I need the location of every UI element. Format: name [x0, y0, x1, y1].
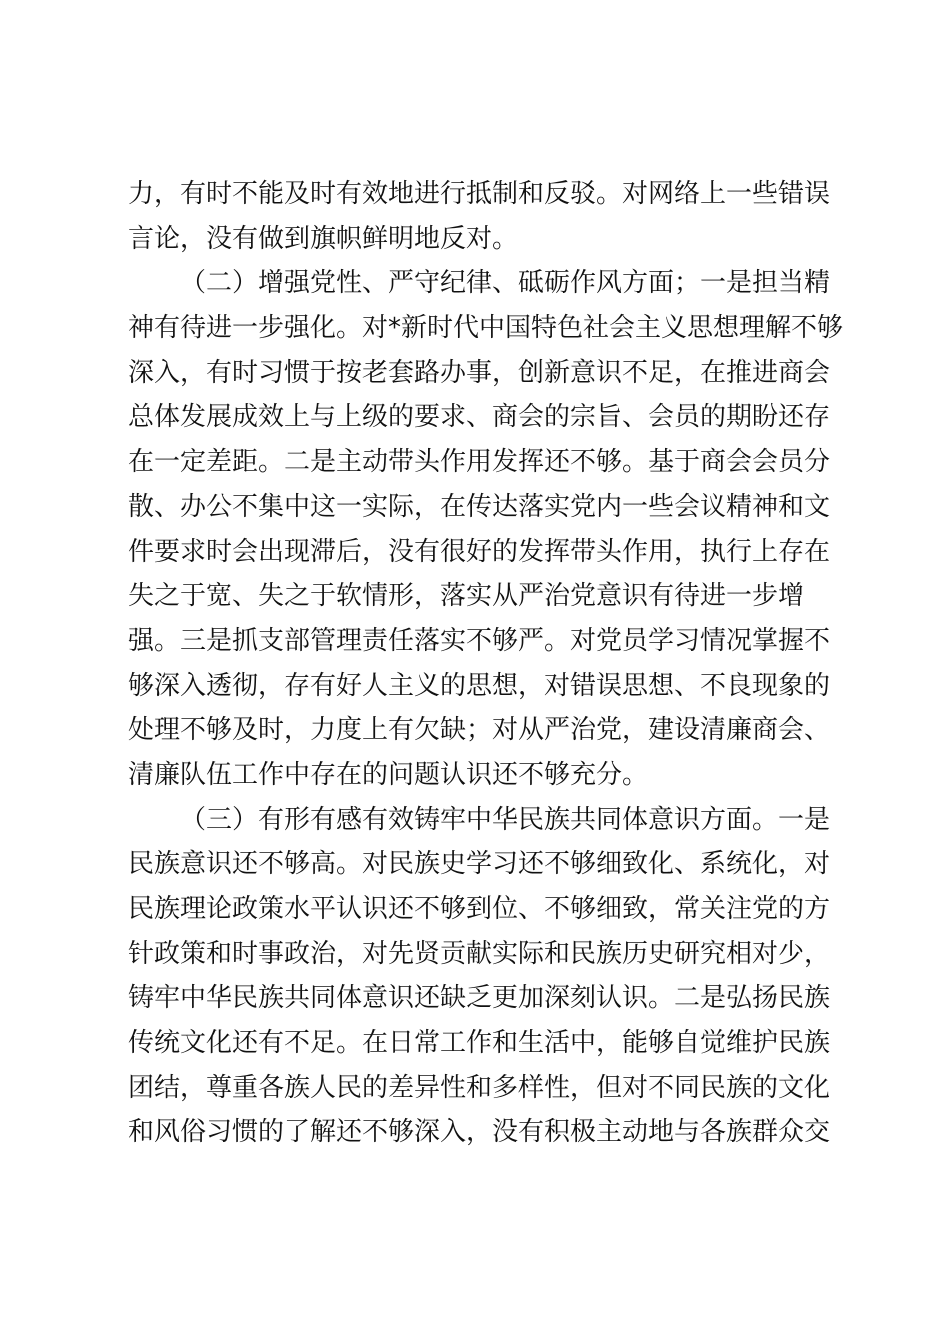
text-line: 针政策和时事政治，对先贤贡献实际和民族历史研究相对少， — [128, 938, 831, 969]
text-line: 团结，尊重各族人民的差异性和多样性，但对不同民族的文化 — [128, 1072, 831, 1103]
text-line: 散、办公不集中这一实际，在传达落实党内一些会议精神和文 — [128, 491, 831, 522]
text-line: 在一定差距。二是主动带头作用发挥还不够。基于商会会员分 — [128, 447, 831, 478]
text-line: 民族意识还不够高。对民族史学习还不够细致化、系统化，对 — [128, 849, 831, 880]
text-line: 和风俗习惯的了解还不够深入，没有积极主动地与各族群众交 — [128, 1117, 831, 1148]
text-line: 够深入透彻，存有好人主义的思想，对错误思想、不良现象的 — [128, 670, 831, 701]
text-line: 总体发展成效上与上级的要求、商会的宗旨、会员的期盼还存 — [128, 402, 831, 433]
text-line: 言论，没有做到旗帜鲜明地反对。 — [128, 223, 519, 254]
section-heading-line: （二）增强党性、严守纪律、砥砺作风方面；一是担当精 — [180, 268, 831, 299]
text-line: 强。三是抓支部管理责任落实不够严。对党员学习情况掌握不 — [128, 625, 831, 656]
text-line: 失之于宽、失之于软情形，落实从严治党意识有待进一步增 — [128, 581, 805, 612]
text-line: 力，有时不能及时有效地进行抵制和反驳。对网络上一些错误 — [128, 179, 831, 209]
text-line: 传统文化还有不足。在日常工作和生活中，能够自觉维护民族 — [128, 1028, 831, 1059]
document-body — [128, 172, 844, 1155]
text-line: 深入，有时习惯于按老套路办事，创新意识不足，在推进商会 — [128, 357, 831, 388]
text-line: 神有待进一步强化。对*新时代中国特色社会主义思想理解不够 — [128, 313, 844, 344]
text-line: 铸牢中华民族共同体意识还缺乏更加深刻认识。二是弘扬民族 — [128, 983, 831, 1014]
text-line: 民族理论政策水平认识还不够到位、不够细致，常关注党的方 — [128, 894, 831, 924]
text-line: 清廉队伍工作中存在的问题认识还不够充分。 — [128, 759, 649, 790]
text-line: 处理不够及时，力度上有欠缺；对从严治党，建设清廉商会、 — [128, 715, 831, 746]
section-heading-line: （三）有形有感有效铸牢中华民族共同体意识方面。一是 — [180, 804, 831, 835]
text-line: 件要求时会出现滞后，没有很好的发挥带头作用，执行上存在 — [128, 536, 831, 567]
